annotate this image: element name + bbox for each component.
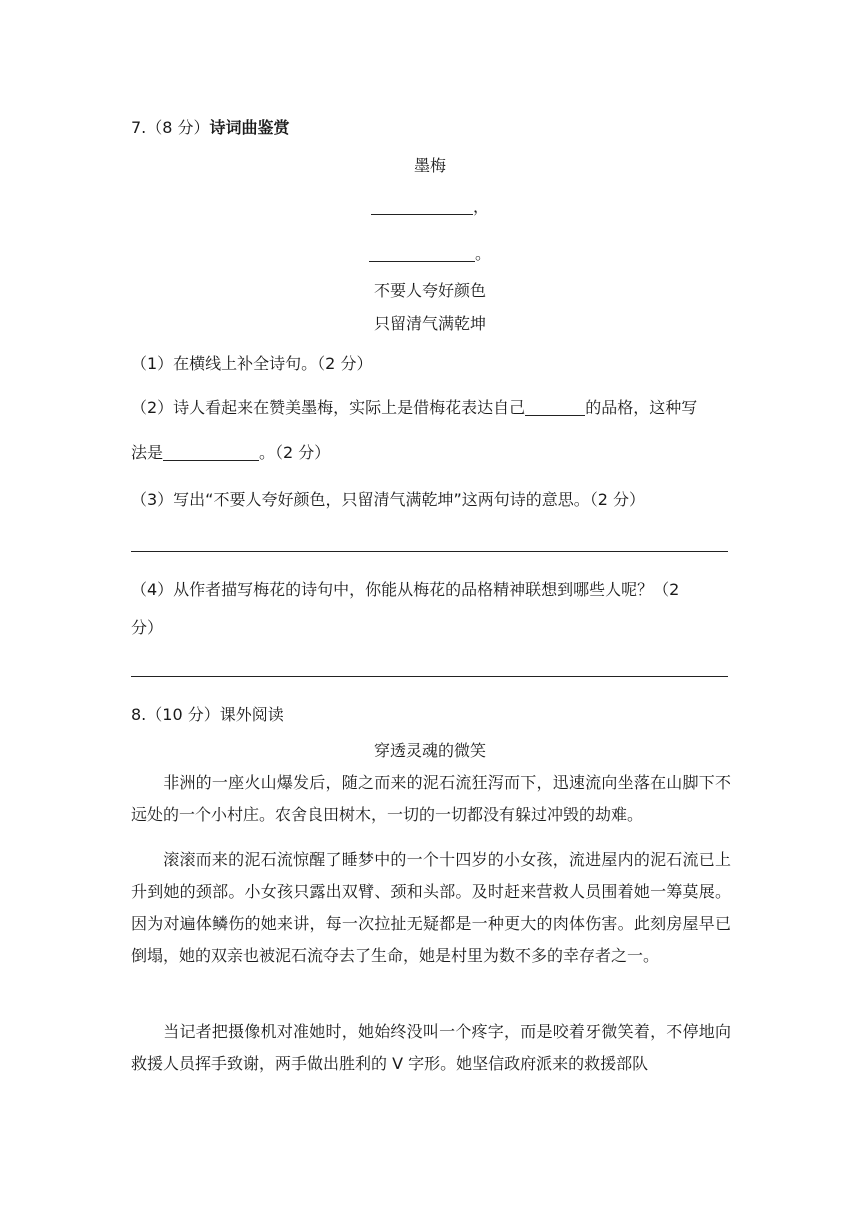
passage-paragraph-1: 非洲的一座火山爆发后，随之而来的泥石流狂泻而下，迅速流向坐落在山脚下不远处的一个小村庄。农舍良田树木，一切的一切都没有躲过冲毁的劫难。 [131,773,731,824]
q7-sub4-answer-line[interactable] [131,676,728,677]
poem-blank-1-punct: ， [473,197,490,216]
poem-blank-2[interactable] [369,244,475,262]
q7-sub4-line2: 分） [131,618,164,637]
passage-paragraph-2: 滚滚而来的泥石流惊醒了睡梦中的一个十四岁的小女孩，流进屋内的泥石流已上升到她的颈部。小女孩只露出双臂、颈和头部。及时赶来营救人员围着她一筹莫展。因为对遍体鳞伤的她来讲，每一次拉扯无疑都是一种更大的肉体伤害。此刻房屋早已倒塌，她的双亲也被泥石流夺去了生命，她是村里为数不多的幸存者之一。 [131,850,731,965]
q7-sub2-blank-2[interactable] [163,443,259,461]
poem-blank-2-punct: 。 [475,244,492,263]
q7-sub1: （1）在横线上补全诗句。（2 分） [131,354,373,373]
poem-line-1 [371,196,489,218]
q7-sub2-text-b: 的品格，这种写 [585,398,698,417]
poem-title: 墨梅 [413,156,446,175]
poem-blank-1[interactable] [371,197,473,215]
poem-line-3: 不要人夸好颜色 [373,281,486,300]
q7-sub2-blank-1[interactable] [525,398,585,416]
q7-sub3: （3）写出“不要人夸好颜色，只留清气满乾坤”这两句诗的意思。（2 分） [131,490,646,509]
poem-line-4: 只留清气满乾坤 [373,314,486,333]
q7-sub3-answer-line[interactable] [131,551,728,552]
q7-sub2-text-d: 。（2 分） [259,443,331,462]
q7-sub2-line1 [131,397,697,419]
passage-title: 穿透灵魂的微笑 [373,741,486,760]
q8-header: 8.（10 分）课外阅读 [131,705,284,724]
q7-heading: 诗词曲鉴赏 [209,118,290,137]
passage-paragraph-3: 当记者把摄像机对准她时，她始终没叫一个疼字，而是咬着牙微笑着，不停地向救援人员挥手致谢，两手做出胜利的 V 字形。她坚信政府派来的救援部队 [131,1022,731,1073]
q7-sub4-line1: （4）从作者描写梅花的诗句中，你能从梅花的品格精神联想到哪些人呢？（2 [131,580,680,599]
q7-header [131,117,290,139]
q7-sub2-line2 [131,442,330,464]
poem-line-2 [369,243,491,265]
q7-number: 7.（8 分） [131,118,210,137]
q7-sub2-text-a: （2）诗人看起来在赞美墨梅，实际上是借梅花表达自己 [131,398,526,417]
q7-sub2-text-c: 法是 [131,443,164,462]
